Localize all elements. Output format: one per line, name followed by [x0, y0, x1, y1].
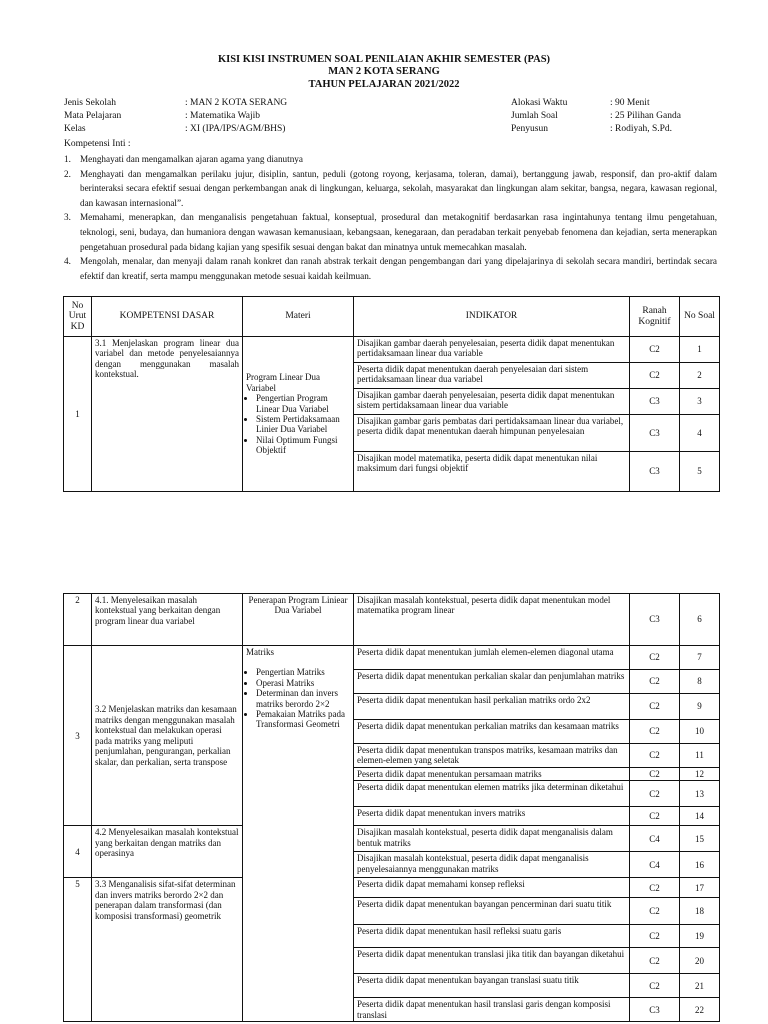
ranah: C2 [630, 974, 680, 998]
ranah: C3 [630, 452, 680, 492]
kd-text: 4.2 Menyelesaikan masalah kontekstual yang berkaitan dengan matriks dan operasinya [92, 826, 243, 878]
academic-year: TAHUN PELAJARAN 2021/2022 [308, 79, 460, 90]
soal-number: 2 [680, 363, 720, 389]
soal-number: 18 [680, 898, 720, 925]
kd-text: 3.2 Menjelaskan matriks dan kesamaan matriks dengan menggunakan masalah kontekstual dan melakukan operasi pada matriks yang meliputi penjumlahan, pengurangan, perkalian skalar, dan perkalian, serta transpose [92, 646, 243, 826]
indikator: Disajikan gambar daerah penyelesaian, peserta didik dapat menentukan pertidaksamaan linear dua variable [354, 337, 630, 363]
ranah: C2 [630, 948, 680, 974]
soal-number: 7 [680, 646, 720, 670]
ki-heading: Kompetensi Inti : [64, 139, 131, 149]
soal-number: 21 [680, 974, 720, 998]
indikator: Disajikan masalah kontekstual, peserta didik dapat menganalisis penyelesaiannya menggunakan matriks [354, 852, 630, 878]
materi-cell: Penerapan Program Liniear Dua Variabel [243, 594, 354, 646]
soal-number: 13 [680, 781, 720, 807]
soal-number: 1 [680, 337, 720, 363]
soal-number: 3 [680, 389, 720, 415]
soal-number: 10 [680, 720, 720, 744]
ranah: C2 [630, 898, 680, 925]
kd-text: 4.1. Menyelesaikan masalah kontekstual yang berkaitan dengan program linear dua variabel [92, 594, 243, 646]
ranah: C2 [630, 337, 680, 363]
table-row [64, 826, 720, 852]
col-header-ranah: Ranah Kognitif [630, 297, 680, 337]
soal-number: 6 [680, 594, 720, 646]
ranah: C3 [630, 389, 680, 415]
kd-number: 1 [64, 337, 92, 492]
indikator: Peserta didik dapat menentukan jumlah elemen-elemen diagonal utama [354, 646, 630, 670]
ranah: C2 [630, 363, 680, 389]
ranah: C2 [630, 670, 680, 694]
soal-number: 17 [680, 878, 720, 898]
kd-text: 3.1 Menjelaskan program linear dua variabel dan metode penyelesaiannya dengan menggunakan masalah kontekstual. [92, 337, 243, 492]
indikator: Peserta didik dapat menentukan hasil translasi garis dengan komposisi translasi [354, 998, 630, 1022]
col-header-no: No Urut KD [64, 297, 92, 337]
ranah: C2 [630, 878, 680, 898]
ranah: C2 [630, 781, 680, 807]
kd-number: 5 [64, 878, 92, 1022]
ranah: C2 [630, 768, 680, 781]
indikator: Peserta didik dapat menentukan invers matriks [354, 807, 630, 826]
ranah: C4 [630, 826, 680, 852]
table-row [64, 646, 720, 670]
soal-number: 22 [680, 998, 720, 1022]
soal-number: 15 [680, 826, 720, 852]
ranah: C2 [630, 925, 680, 948]
indikator: Peserta didik dapat menentukan perkalian matriks dan kesamaan matriks [354, 720, 630, 744]
meta-value-class: : XI (IPA/IPS/AGM/BHS) [185, 124, 286, 134]
col-header-indikator: INDIKATOR [354, 297, 630, 337]
soal-number: 14 [680, 807, 720, 826]
meta-value-subject: : Matematika Wajib [185, 111, 261, 121]
soal-number: 19 [680, 925, 720, 948]
ki-item: 3. Memahami, menerapkan, dan menganalisis pengetahuan faktual, konseptual, prosedural dan metakognitif berdasarkan rasa ingintahunya tentang ilmu pengetahuan, teknologi, seni, budaya, dan humaniora dengan wawasan kemanusiaan, kebangsaan, kenegaraan, dan peradaban terkait penyebab fenomena dan kejadian, serta menerapkan pengetahuan prosedural pada bidang kajian yang spesifik sesuai dengan bakat dan minatnya untuk memecahkan masalah. [64, 212, 717, 252]
soal-number: 20 [680, 948, 720, 974]
table-row [64, 337, 720, 363]
soal-number: 11 [680, 744, 720, 768]
ki-item: 1. Menghayati dan mengamalkan ajaran agama yang dianutnya [64, 154, 303, 164]
col-header-kd: KOMPETENSI DASAR [92, 297, 243, 337]
grid-table-2 [63, 593, 720, 1022]
table-row [64, 594, 720, 646]
doc-title: KISI KISI INSTRUMEN SOAL PENILAIAN AKHIR SEMESTER (PAS) [217, 54, 551, 65]
kd-number: 3 [64, 646, 92, 826]
meta-label-class: Kelas [64, 124, 86, 134]
soal-number: 8 [680, 670, 720, 694]
materi-cell: Program Linear Dua Variabel • Pengertian Program Linear Dua Variabel • Sistem Pertidaksamaan Linier Dua Variabel • Nilai Optimum Fungsi Objektif [243, 337, 354, 492]
ranah: C2 [630, 694, 680, 720]
ranah: C2 [630, 646, 680, 670]
ranah: C2 [630, 744, 680, 768]
soal-number: 4 [680, 415, 720, 452]
indikator: Disajikan masalah kontekstual, peserta didik dapat menentukan model matematika program linear [354, 594, 630, 646]
table-row [64, 878, 720, 898]
meta-label-subject: Mata Pelajaran [64, 111, 122, 121]
soal-number: 12 [680, 768, 720, 781]
meta-label-time: Alokasi Waktu [511, 98, 568, 108]
indikator: Disajikan gambar garis pembatas dari pertidaksamaan linear dua variabel, peserta didik dapat menentukan daerah himpunan penyelesaian [354, 415, 630, 452]
indikator: Peserta didik dapat memahami konsep refleksi [354, 878, 630, 898]
indikator: Disajikan masalah kontekstual, peserta didik dapat menganalisis dalam bentuk matriks [354, 826, 630, 852]
col-header-soal: No Soal [680, 297, 720, 337]
ki-item: 2. Menghayati dan mengamalkan perilaku jujur, disiplin, santun, peduli (gotong royong, kerjasama, toleran, damai), bertanggung jawab, responsif, dan pro-aktif dalam berinteraksi secara efektif sesuai dengan perkembangan anak di lingkungan, keluarga, sekolah, masyarakat dan lingkungan alam sekitar, bangsa, negara, kawasan regional, dan kawasan internasional”. [64, 168, 717, 208]
ranah: C3 [630, 415, 680, 452]
kd-number: 2 [64, 594, 92, 646]
meta-label-count: Jumlah Soal [511, 111, 558, 121]
col-header-materi: Materi [243, 297, 354, 337]
ki-list [64, 152, 717, 283]
soal-number: 16 [680, 852, 720, 878]
indikator: Disajikan model matematika, peserta didik dapat menentukan nilai maksimum dari fungsi objektif [354, 452, 630, 492]
indikator: Peserta didik dapat menentukan bayangan translasi suatu titik [354, 974, 630, 998]
indikator: Peserta didik dapat menentukan hasil refleksi suatu garis [354, 925, 630, 948]
ranah: C2 [630, 807, 680, 826]
indikator: Peserta didik dapat menentukan perkalian skalar dan penjumlahan matriks [354, 670, 630, 694]
meta-value-school: : MAN 2 KOTA SERANG [185, 98, 288, 108]
soal-number: 5 [680, 452, 720, 492]
indikator: Disajikan gambar daerah penyelesaian, peserta didik dapat menentukan sistem pertidaksamaan linear dua variable [354, 389, 630, 415]
meta-value-author: : Rodiyah, S.Pd. [610, 124, 673, 134]
indikator: Peserta didik dapat menentukan daerah penyelesaian dari sistem pertidaksamaan linear dua variabel [354, 363, 630, 389]
materi-cell: Matriks • Pengertian Matriks • Operasi Matriks • Determinan dan invers matriks berordo 2×2 • Pemakaian Matriks pada Transformasi Geometri [243, 646, 354, 1022]
ki-item: 4. Mengolah, menalar, dan menyaji dalam ranah konkret dan ranah abstrak terkait dengan pengembangan dari yang dipelajarinya di sekolah secara mandiri, bertindak secara efektif dan kreatif, serta mampu menggunakan metode sesuai kaidah keilmuan. [64, 256, 717, 281]
meta-value-count: : 25 Pilihan Ganda [610, 111, 681, 121]
grid-table-1 [63, 296, 720, 492]
indikator: Peserta didik dapat menentukan bayangan pencerminan dari suatu titik [354, 898, 630, 925]
ranah: C4 [630, 852, 680, 878]
indikator: Peserta didik dapat menentukan persamaan matriks [354, 768, 630, 781]
kd-number: 4 [64, 826, 92, 878]
ranah: C2 [630, 720, 680, 744]
meta-value-time: : 90 Menit [610, 98, 650, 108]
indikator: Peserta didik dapat menentukan translasi jika titik dan bayangan diketahui [354, 948, 630, 974]
meta-label-school: Jenis Sekolah [64, 98, 116, 108]
ranah: C3 [630, 998, 680, 1022]
soal-number: 9 [680, 694, 720, 720]
school-name: MAN 2 KOTA SERANG [328, 66, 440, 77]
indikator: Peserta didik dapat menentukan elemen matriks jika determinan diketahui [354, 781, 630, 807]
indikator: Peserta didik dapat menentukan hasil perkalian matriks ordo 2x2 [354, 694, 630, 720]
meta-label-author: Penyusun [511, 124, 548, 134]
indikator: Peserta didik dapat menentukan transpos matriks, kesamaan matriks dan elemen-elemen yang seletak [354, 744, 630, 768]
kd-text: 3.3 Menganalisis sifat-sifat determinan dan invers matriks berordo 2×2 dan penerapan dalam transformasi (dan komposisi transformasi) geometrik [92, 878, 243, 1022]
ranah: C3 [630, 594, 680, 646]
